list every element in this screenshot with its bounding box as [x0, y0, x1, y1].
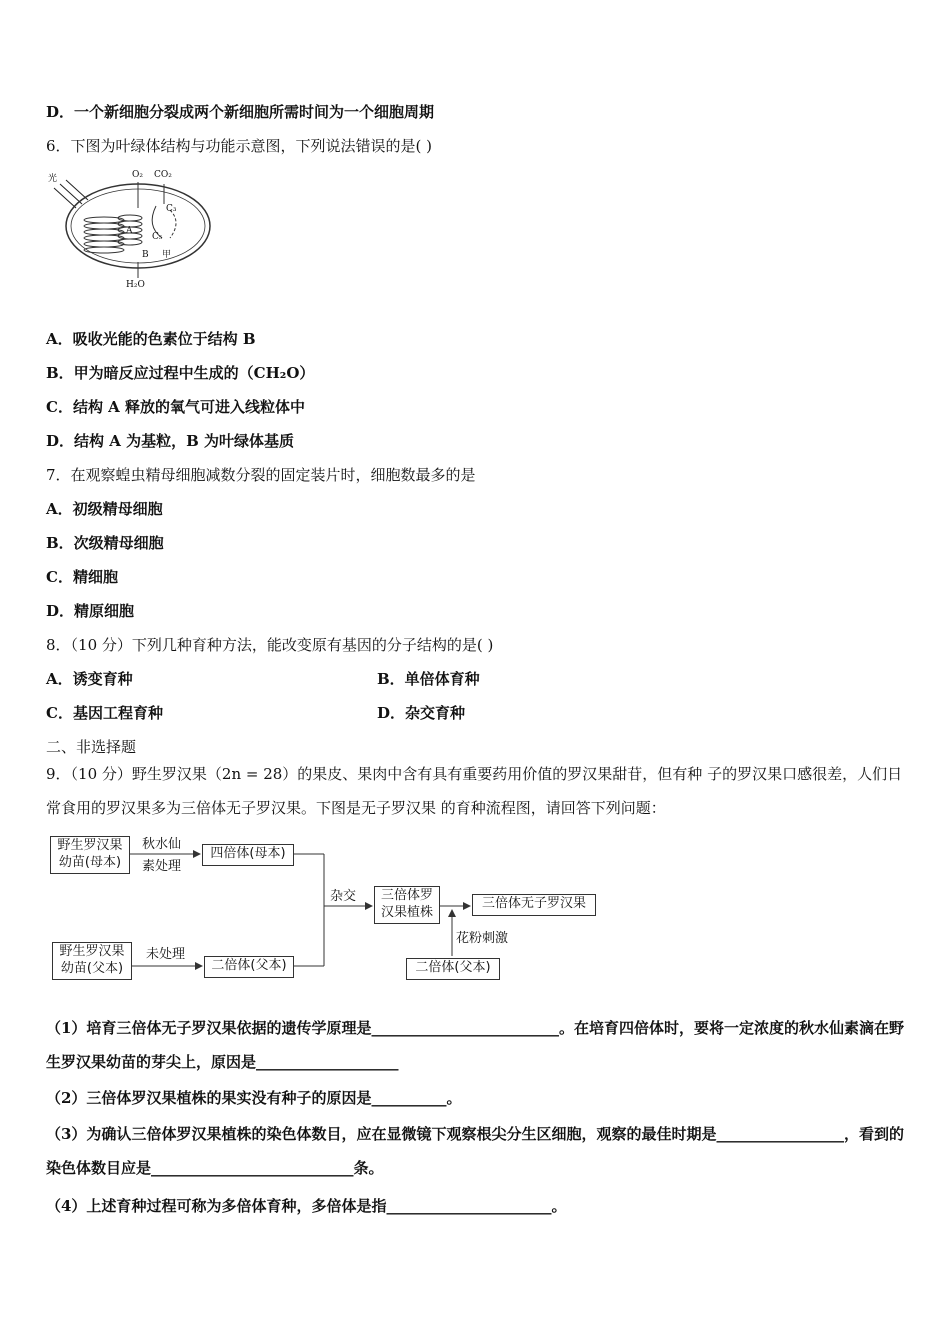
section-title: 二、非选择题 — [46, 738, 137, 756]
q7-option-b: B．次级精母细胞 — [46, 534, 164, 552]
diploid-pollen-box — [406, 958, 500, 980]
wild-father-line1: 野生罗汉果 — [59, 944, 125, 959]
label-o2: O₂ — [132, 170, 143, 180]
wild-mother-line1: 野生罗汉果 — [57, 838, 123, 853]
label-light: 光 — [48, 174, 58, 184]
q8-option-c: C．基因工程育种 — [46, 704, 163, 722]
cross-label: 杂交 — [330, 889, 357, 904]
q6-stem: 6．下图为叶绿体结构与功能示意图，下列说法错误的是( ) — [46, 137, 433, 155]
label-jia: 甲 — [162, 250, 172, 260]
q9-stem: 9．（10 分）野生罗汉果（2n = 28）的果皮、果肉中含有具有重要药用价值的罗汉果甜苷，但有种 子的罗汉果口感很差，人们日常食用的罗汉果多为三倍体无子罗汉果。下图是无子罗汉果 的育种流程图，请回答下列问题： — [46, 765, 903, 817]
q6-option-b: B．甲为暗反应过程中生成的（CH₂O） — [46, 364, 315, 382]
q7-option-a: A．初级精母细胞 — [46, 500, 163, 518]
triploid-line2: 汉果植株 — [380, 905, 433, 920]
q7-stem: 7．在观察蝗虫精母细胞减数分裂的固定装片时，细胞数最多的是 — [46, 466, 476, 484]
breeding-flowchart — [46, 830, 606, 990]
q5-option-d: D．一个新细胞分裂成两个新细胞所需时间为一个细胞周期 — [46, 103, 435, 121]
q9-sub1: （1）培育三倍体无子罗汉果依据的遗传学原理是_________________________。在培育四倍体时，要将一定浓度的秋水仙素滴在野生罗汉果幼苗的芽尖上，原因是___________________ — [46, 1019, 904, 1071]
label-b: B — [142, 250, 149, 260]
untreated-label: 未处理 — [146, 947, 186, 962]
tetraploid-label: 四倍体(母本) — [210, 846, 286, 861]
q8-option-b: B．单倍体育种 — [377, 670, 480, 688]
label-c5: C₅ — [152, 232, 163, 242]
triploid-line1: 三倍体罗 — [380, 888, 433, 903]
q9-sub4: （4）上述育种过程可称为多倍体育种，多倍体是指______________________。 — [46, 1197, 567, 1215]
triploid-plant-box — [374, 886, 440, 924]
q6-option-d: D．结构 A 为基粒，B 为叶绿体基质 — [46, 432, 294, 450]
colchicine-label-2: 素处理 — [142, 859, 182, 874]
seedless-fruit-box — [472, 894, 596, 916]
q7-option-c: C．精细胞 — [46, 568, 118, 586]
pollen-label: 花粉刺激 — [456, 931, 509, 946]
label-co2: CO₂ — [154, 170, 172, 180]
q7-option-d: D．精原细胞 — [46, 602, 135, 620]
wild-father-line2: 幼苗(父本) — [60, 961, 124, 976]
label-a: A — [126, 226, 133, 236]
tetraploid-box — [202, 844, 294, 866]
q6-option-a: A．吸收光能的色素位于结构 B — [46, 330, 256, 348]
seedless-label: 三倍体无子罗汉果 — [481, 896, 586, 911]
q8-option-a: A．诱变育种 — [46, 670, 133, 688]
wild-seedling-mother-box — [50, 836, 130, 874]
diploid-label-2: 二倍体(父本) — [415, 960, 491, 975]
q8-stem: 8．（10 分）下列几种育种方法，能改变原有基因的分子结构的是( ) — [46, 636, 494, 654]
wild-mother-line2: 幼苗(母本) — [58, 855, 122, 870]
label-c3: C₃ — [166, 204, 177, 214]
q6-option-c: C．结构 A 释放的氧气可进入线粒体中 — [46, 398, 306, 416]
colchicine-label-1: 秋水仙 — [142, 837, 182, 852]
diploid-label-1: 二倍体(父本) — [211, 958, 287, 973]
chloroplast-diagram — [46, 166, 216, 296]
diploid-father-box — [204, 956, 294, 978]
q8-option-d: D．杂交育种 — [377, 704, 466, 722]
label-h2o: H₂O — [126, 280, 145, 290]
q9-sub2: （2）三倍体罗汉果植株的果实没有种子的原因是__________。 — [46, 1089, 462, 1107]
q9-sub3: （3）为确认三倍体罗汉果植株的染色体数目，应在显微镜下观察根尖分生区细胞，观察的最佳时期是_________________，看到的染色体数目应是___________________________条。 — [46, 1125, 904, 1177]
wild-seedling-father-box — [52, 942, 132, 980]
